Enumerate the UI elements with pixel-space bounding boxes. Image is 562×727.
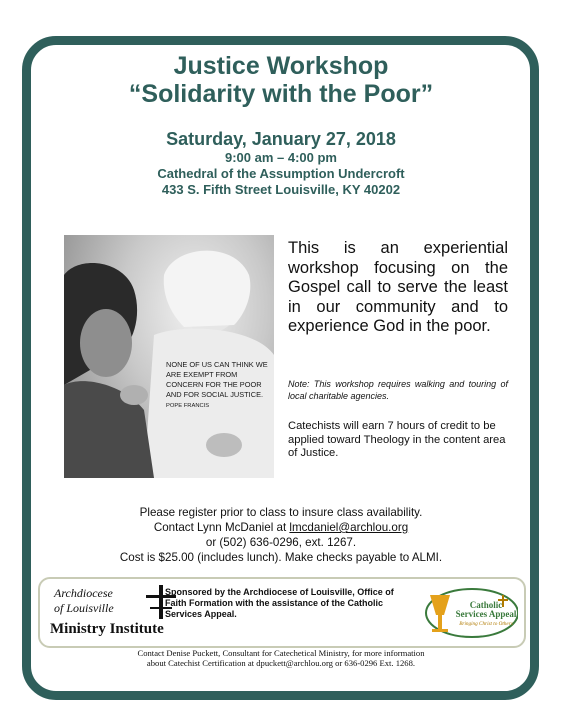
- csa-tagline: Bringing Christ to Others: [459, 621, 513, 627]
- registration-info: [0, 505, 562, 565]
- logo-ministry-institute: Ministry Institute: [50, 621, 164, 637]
- workshop-description: This is an experiential workshop focusing on the Gospel call to serve the least in our community and to experience God in the poor.: [288, 239, 508, 336]
- certification-contact: [0, 648, 562, 668]
- pope-quote: [166, 360, 274, 411]
- photo-illustration: [64, 235, 274, 478]
- contact-prefix: Contact Lynn McDaniel at: [153, 521, 290, 534]
- sponsor-box: [38, 577, 526, 648]
- quote-text: NONE OF US CAN THINK WE ARE EXEMPT FROM CONCERN FOR THE POOR AND FOR SOCIAL JUSTICE.: [166, 360, 268, 399]
- catholic-services-appeal-logo: [420, 585, 518, 641]
- logo-of-louisville: of Louisville: [54, 601, 114, 615]
- sponsor-text: Sponsored by the Archdiocese of Louisville, Office of Faith Formation with the assistance of the Catholic Services Appeal.: [165, 587, 394, 619]
- event-time: 9:00 am – 4:00 pm: [224, 150, 337, 165]
- walking-note: Note: This workshop requires walking and touring of local charitable agencies.: [288, 379, 508, 401]
- flyer-title: Justice Workshop: [173, 52, 389, 80]
- register-line: Please register prior to class to insure class availability.: [139, 506, 423, 519]
- phone-line: or (502) 636-0296, ext. 1267.: [205, 536, 357, 549]
- email-link[interactable]: lmcdaniel@archlou.org: [289, 521, 409, 534]
- event-venue: Cathedral of the Assumption Undercroft: [157, 166, 405, 181]
- quote-attribution: POPE FRANCIS: [166, 403, 210, 409]
- event-date: Saturday, January 27, 2018: [166, 129, 396, 149]
- contact-line-1: Contact Denise Puckett, Consultant for Catechetical Ministry, for more information: [137, 648, 425, 658]
- logo-archdiocese: Archdiocese: [54, 586, 113, 600]
- cost-line: Cost is $25.00 (includes lunch). Make checks payable to ALMI.: [119, 551, 443, 564]
- csa-name: Catholic Services Appeal: [455, 600, 517, 619]
- event-address: 433 S. Fifth Street Louisville, KY 40202: [161, 182, 401, 197]
- contact-line: [0, 520, 562, 535]
- catechist-credit: Catechists will earn 7 hours of credit to be applied toward Theology in the content area of Justice.: [288, 420, 506, 459]
- contact-line-2: about Catechist Certification at dpuckett@archlou.org or 636-0296 Ext. 1268.: [146, 658, 416, 668]
- pope-francis-photo: [64, 235, 274, 478]
- flyer-subtitle: “Solidarity with the Poor”: [128, 80, 434, 108]
